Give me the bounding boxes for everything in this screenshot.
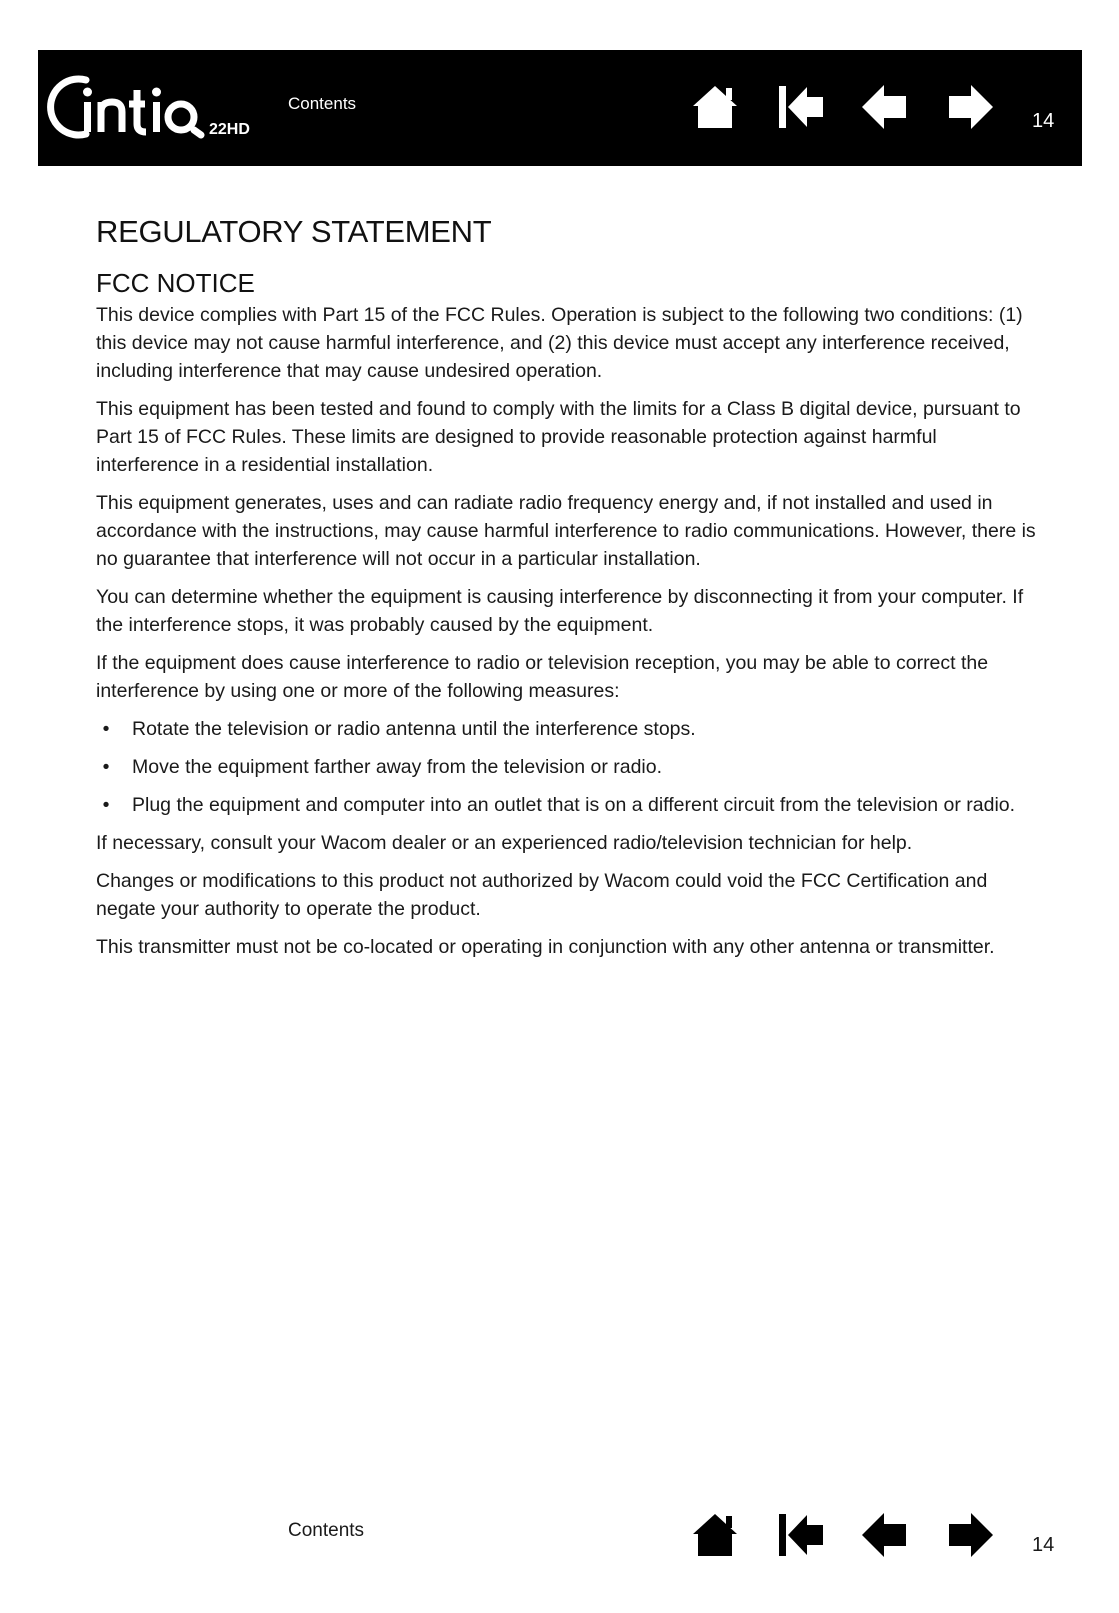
bullet: • xyxy=(102,756,110,778)
cintiq-logo xyxy=(46,72,261,142)
footer-bar xyxy=(38,1490,1082,1570)
previous-page-icon[interactable] xyxy=(860,1510,910,1560)
main-content xyxy=(96,214,1036,971)
paragraph: If the equipment does cause interference to radio or television reception, you may be able to correct the interference by using one or more of the following measures: xyxy=(96,652,989,702)
paragraph: You can determine whether the equipment is causing interference by disconnecting it from your computer. If the interference stops, it was probably caused by the equipment. xyxy=(96,586,1024,636)
list-item xyxy=(96,753,1036,781)
header-bar xyxy=(38,50,1082,166)
header-contents-link[interactable]: Contents xyxy=(288,94,357,113)
paragraph: This equipment generates, uses and can radiate radio frequency energy and, if not installed and used in accordance with the instructions, may cause harmful interference to radio communications. However, there is no guarantee that interference will not occur in a particular installation. xyxy=(96,492,1036,570)
bullet: • xyxy=(102,794,110,816)
home-icon[interactable] xyxy=(690,82,740,132)
measures-list xyxy=(96,715,1036,819)
page-title: REGULATORY STATEMENT xyxy=(96,214,492,249)
first-page-icon[interactable] xyxy=(775,1510,825,1560)
list-item-text: Rotate the television or radio antenna until the interference stops. xyxy=(132,718,696,740)
paragraph: Changes or modifications to this product not authorized by Wacom could void the FCC Certification and negate your authority to operate the product. xyxy=(96,870,988,920)
paragraph: This transmitter must not be co-located or operating in conjunction with any other antenna or transmitter. xyxy=(96,936,995,958)
previous-page-icon[interactable] xyxy=(860,82,910,132)
bullet: • xyxy=(102,718,110,740)
list-item-text: Plug the equipment and computer into an outlet that is on a different circuit from the television or radio. xyxy=(132,794,1016,816)
paragraph: This device complies with Part 15 of the FCC Rules. Operation is subject to the following two conditions: (1) this device may not cause harmful interference, and (2) this device must accept any interference received, including interference that may cause undesired operation. xyxy=(96,304,1023,382)
list-item-text: Move the equipment farther away from the television or radio. xyxy=(132,756,663,778)
home-icon[interactable] xyxy=(690,1510,740,1560)
paragraph: This equipment has been tested and found to comply with the limits for a Class B digital device, pursuant to Part 15 of FCC Rules. These limits are designed to provide reasonable protection against harmful interference in a residential installation. xyxy=(96,398,1021,476)
next-page-icon[interactable] xyxy=(945,1510,995,1560)
list-item xyxy=(96,791,1036,819)
footer-contents-link[interactable]: Contents xyxy=(288,1520,365,1541)
footer-page-number: 14 xyxy=(1032,1534,1055,1556)
paragraph: If necessary, consult your Wacom dealer or an experienced radio/television technician for help. xyxy=(96,832,913,854)
first-page-icon[interactable] xyxy=(775,82,825,132)
section-title: FCC NOTICE xyxy=(96,268,255,298)
header-nav xyxy=(690,82,995,132)
logo-model-text: 22HD xyxy=(209,121,250,138)
next-page-icon[interactable] xyxy=(945,82,995,132)
header-page-number: 14 xyxy=(1032,110,1055,132)
list-item xyxy=(96,715,1036,743)
footer-nav xyxy=(690,1510,995,1560)
